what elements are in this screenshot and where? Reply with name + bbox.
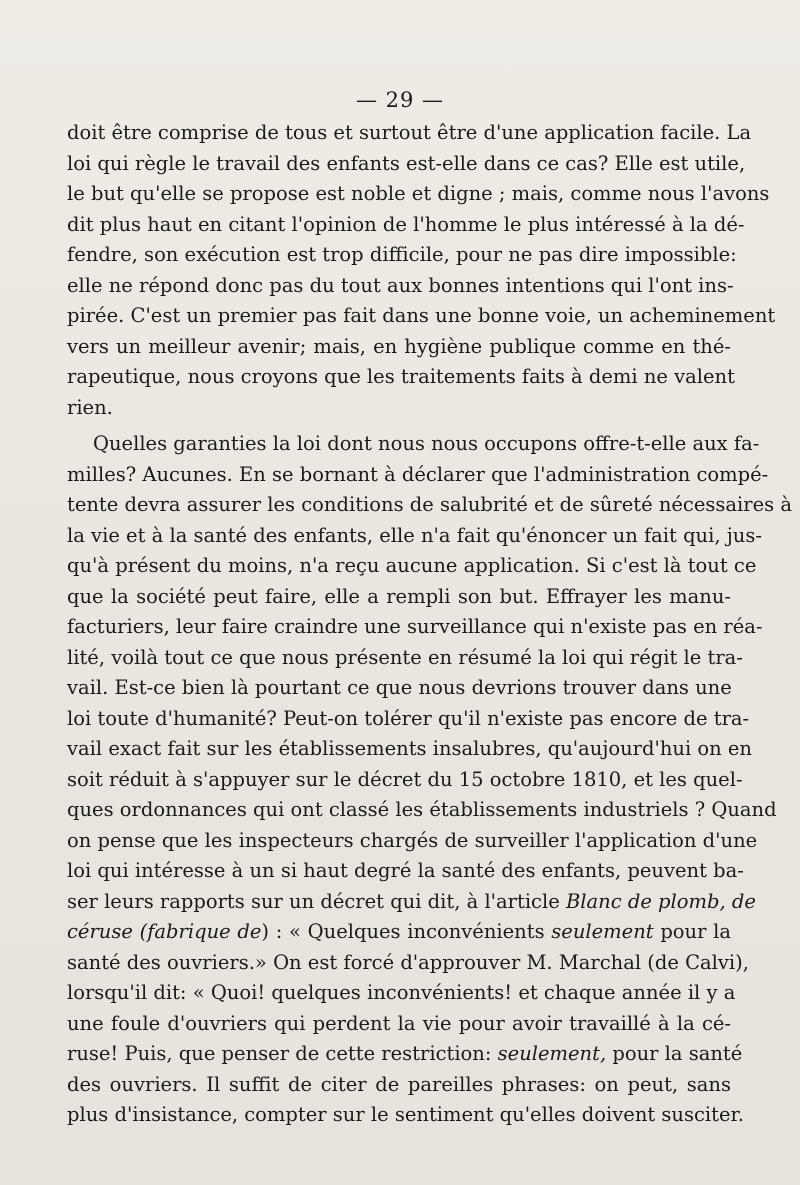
text-line: tente devra assurer les conditions de salubrité et de sûreté nécessaires à [67, 493, 792, 516]
text-line: que la société peut faire, elle a rempli son but. Effrayer les manu- [67, 584, 731, 608]
text-line: milles? Aucunes. En se bornant à déclarer que l'administration compé- [67, 462, 769, 486]
text-line: loi qui règle le travail des enfants est-elle dans ce cas? Elle est utile, [67, 151, 746, 175]
text-segment: pour la santé [606, 1042, 743, 1065]
text-line: santé des ouvriers.» On est forcé d'approuver M. Marchal (de Calvi), [67, 950, 749, 974]
italic-term: fabrique de [147, 920, 262, 943]
text-line: plus d'insistance, compter sur le sentiment qu'elles doivent susciter. [67, 1103, 744, 1126]
paragraph-1 [67, 118, 776, 423]
text-line [67, 1039, 743, 1070]
text-segment: ser leurs rapports sur un décret qui dit, à l'article [67, 889, 566, 913]
text-line: loi qui intéresse à un si haut degré la santé des enfants, peuvent ba- [67, 859, 744, 882]
text-line: dit plus haut en citant l'opinion de l'homme le plus intéressé à la dé- [67, 212, 745, 236]
text-line: vail. Est-ce bien là pourtant ce que nous devrions trouver dans une [67, 676, 732, 699]
text-line: rapeutique, nous croyons que les traitements faits à demi ne valent [67, 365, 735, 388]
text-line: des ouvriers. Il suffit de citer de pareilles phrases: on peut, sans [67, 1072, 731, 1096]
text-segment: pour la [653, 920, 731, 943]
text-line: le but qu'elle se propose est noble et digne ; mais, comme nous l'avons [67, 182, 770, 205]
text-line: elle ne répond donc pas du tout aux bonnes intentions qui l'ont ins- [67, 273, 734, 297]
italic-term: Blanc de plomb, de [565, 889, 756, 913]
text-segment: ) : « Quelques inconvénients [261, 920, 552, 943]
text-line: qu'à présent du moins, n'a reçu aucune application. Si c'est là tout ce [67, 554, 757, 577]
text-line: la vie et à la santé des enfants, elle n'a fait qu'énoncer un fait qui, jus- [67, 523, 762, 547]
paragraph-2 [67, 429, 792, 1131]
text-line [67, 917, 731, 948]
text-line: lité, voilà tout ce que nous présente en résumé la loi qui régit le tra- [67, 645, 743, 669]
text-line: doit être comprise de tous et surtout être d'une application facile. La [67, 121, 752, 144]
text-line: une foule d'ouvriers qui perdent la vie pour avoir travaillé à la cé- [67, 1011, 731, 1035]
text-line: pirée. C'est un premier pas fait dans une bonne voie, un acheminement [67, 304, 776, 327]
italic-term: seulement [551, 920, 654, 943]
page-number: — 29 — [355, 88, 445, 112]
text-line: vers un meilleur avenir; mais, en hygiène publique comme en thé- [67, 334, 731, 358]
text-line: vail exact fait sur les établissements insalubres, qu'aujourd'hui on en [67, 737, 752, 760]
text-line [67, 887, 756, 918]
text-line: fendre, son exécution est trop difficile, pour ne pas dire impossible: [67, 243, 737, 266]
body-text [67, 118, 792, 1131]
text-line: rien. [67, 395, 113, 419]
text-line: facturiers, leur faire craindre une surveillance qui n'existe pas en réa- [67, 615, 763, 638]
text-segment: ruse! Puis, que penser de cette restriction: [67, 1042, 498, 1065]
italic-term: seulement, [497, 1042, 607, 1065]
text-line: ques ordonnances qui ont classé les établissements industriels ? Quand [67, 798, 777, 821]
text-line: Quelles garanties la loi dont nous nous occupons offre-t-elle aux fa- [93, 432, 760, 455]
text-segment: céruse ( [67, 920, 148, 943]
text-line: lorsqu'il dit: « Quoi! quelques inconvénients! et chaque année il y a [67, 981, 736, 1004]
text-line: loi toute d'humanité? Peut-on tolérer qu'il n'existe pas encore de tra- [67, 706, 750, 730]
text-line: soit réduit à s'appuyer sur le décret du 15 octobre 1810, et les quel- [67, 767, 743, 791]
text-line: on pense que les inspecteurs chargés de surveiller l'application d'une [67, 828, 758, 852]
